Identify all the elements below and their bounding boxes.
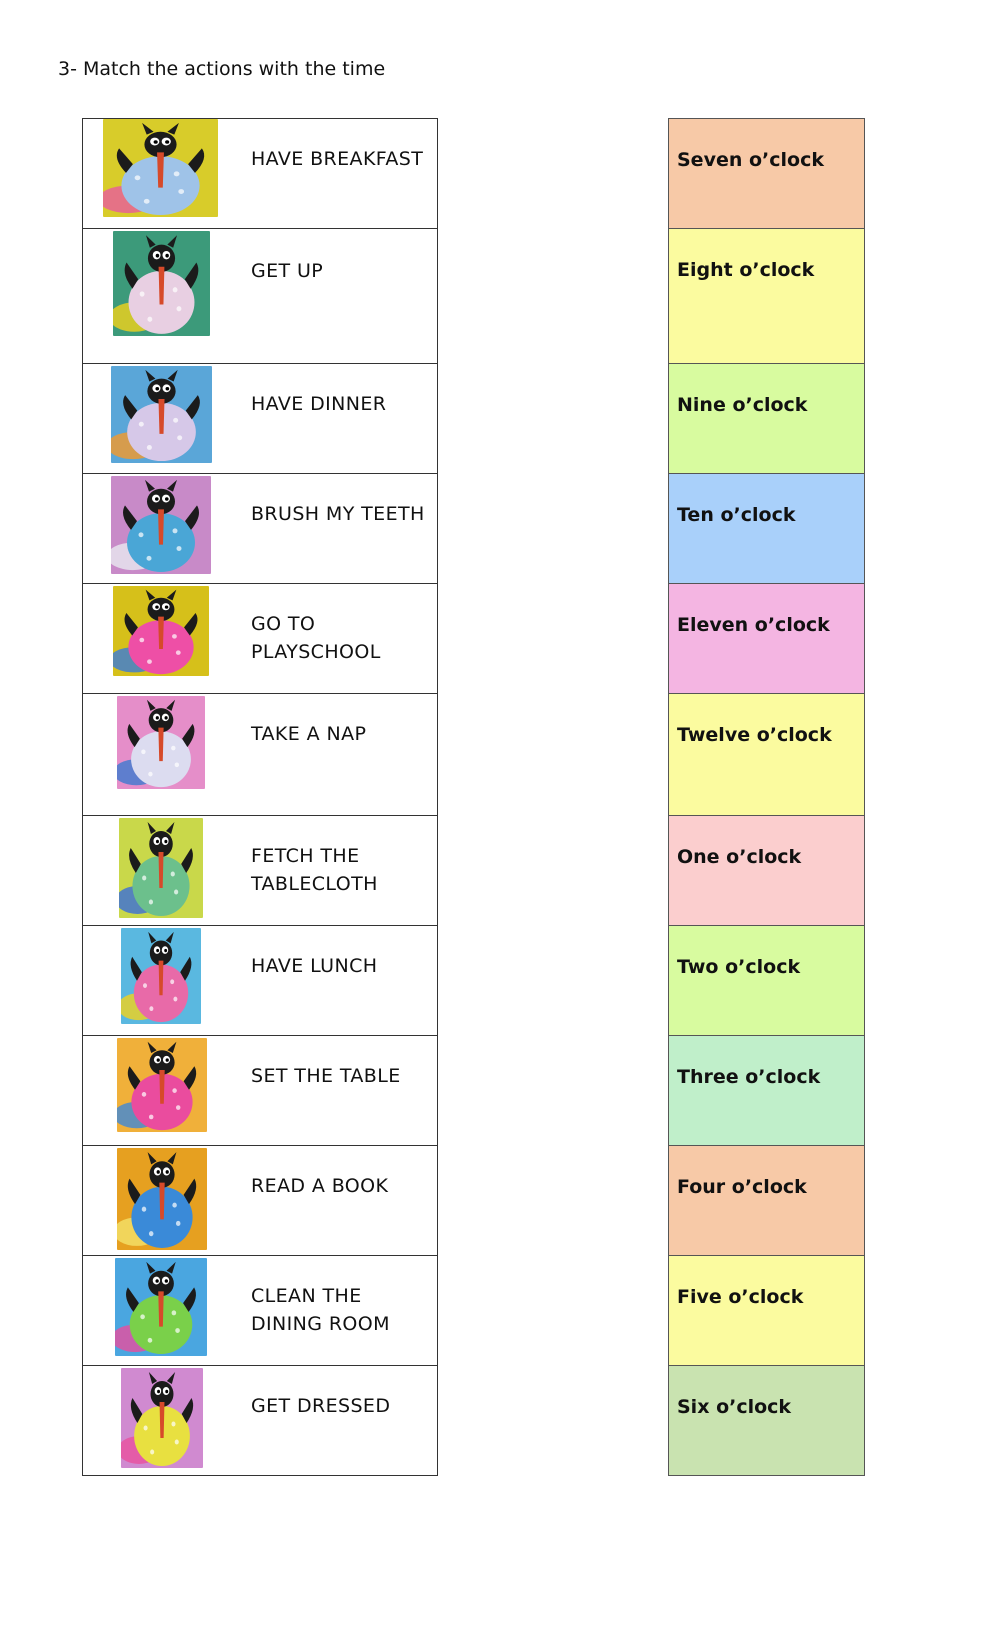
time-row [669, 1256, 864, 1366]
time-row [669, 584, 864, 694]
wolf-getting-dressed-illustration [121, 1368, 203, 1468]
action-row [83, 1036, 437, 1146]
time-label: Three o’clock [677, 1066, 821, 1088]
wolf-fetching-tablecloth-illustration [119, 818, 203, 918]
wolf-brushing-teeth-illustration [111, 476, 211, 574]
action-row [83, 926, 437, 1036]
time-row [669, 1036, 864, 1146]
action-row [83, 474, 437, 584]
time-label: One o’clock [677, 846, 802, 868]
time-row [669, 694, 864, 816]
action-label: TAKE A NAP [251, 723, 367, 745]
time-row [669, 119, 864, 229]
action-label: HAVE LUNCH [251, 955, 378, 977]
wolf-reading-book-illustration [117, 1148, 207, 1250]
time-label: Twelve o’clock [677, 724, 832, 746]
action-label: GO TO PLAYSCHOOL [251, 613, 381, 663]
action-row [83, 229, 437, 364]
action-label: READ A BOOK [251, 1175, 389, 1197]
time-label: Nine o’clock [677, 394, 808, 416]
wolf-getting-up-illustration [113, 231, 210, 336]
action-row [83, 694, 437, 816]
time-row [669, 364, 864, 474]
time-row [669, 1146, 864, 1256]
time-row [669, 926, 864, 1036]
time-label: Six o’clock [677, 1396, 792, 1418]
wolf-setting-table-illustration [117, 1038, 207, 1132]
action-label: GET DRESSED [251, 1395, 391, 1417]
action-row [83, 119, 437, 229]
action-row [83, 1366, 437, 1476]
time-label: Four o’clock [677, 1176, 807, 1198]
time-label: Eight o’clock [677, 259, 815, 281]
action-row [83, 364, 437, 474]
wolf-at-breakfast-illustration [103, 119, 218, 217]
wolf-cleaning-dining-room-illustration [115, 1258, 207, 1356]
wolf-taking-nap-illustration [117, 696, 205, 789]
time-row [669, 816, 864, 926]
action-row [83, 1146, 437, 1256]
time-label: Ten o’clock [677, 504, 796, 526]
action-label: GET UP [251, 260, 324, 282]
action-label: FETCH THE TABLECLOTH [251, 845, 378, 895]
time-row [669, 474, 864, 584]
wolf-at-dinner-illustration [111, 366, 212, 463]
action-label: HAVE DINNER [251, 393, 387, 415]
time-row [669, 229, 864, 364]
time-label: Five o’clock [677, 1286, 804, 1308]
wolf-having-lunch-illustration [121, 928, 201, 1024]
wolf-going-to-playschool-illustration [113, 586, 209, 676]
worksheet-title: 3- Match the actions with the time [58, 58, 386, 80]
action-label: SET THE TABLE [251, 1065, 401, 1087]
action-row [83, 816, 437, 926]
time-label: Eleven o’clock [677, 614, 830, 636]
action-row [83, 584, 437, 694]
actions-column [82, 118, 438, 1476]
action-label: BRUSH MY TEETH [251, 503, 425, 525]
times-column [668, 118, 865, 1476]
time-label: Two o’clock [677, 956, 801, 978]
action-row [83, 1256, 437, 1366]
action-label: CLEAN THE DINING ROOM [251, 1285, 390, 1335]
time-label: Seven o’clock [677, 149, 824, 171]
action-label: HAVE BREAKFAST [251, 148, 424, 170]
time-row [669, 1366, 864, 1476]
